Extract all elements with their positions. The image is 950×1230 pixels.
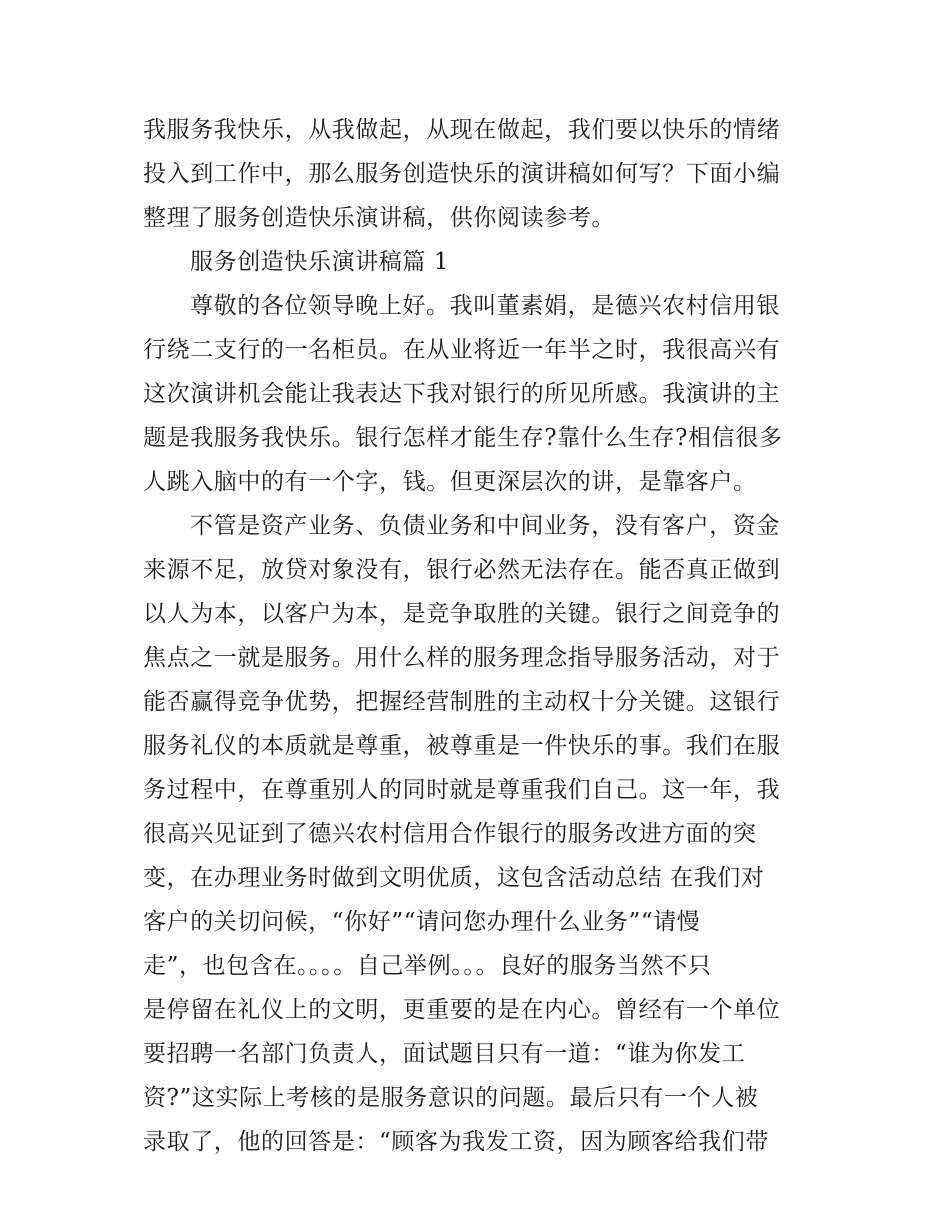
text-line: 是停留在礼仪上的文明，更重要的是在内心。曾经有一个单位: [143, 997, 781, 1023]
text-line: 走”，也包含在。。。。自己举例。。。良好的服务当然不只: [143, 953, 712, 979]
text-line: 资?”这实际上考核的是服务意识的问题。最后只有一个人被: [143, 1085, 759, 1111]
text-line: 来源不足，放贷对象没有，银行必然无法存在。能否真正做到: [143, 557, 781, 583]
text-line: 人跳入脑中的有一个字，钱。但更深层次的讲，是靠客户。: [143, 469, 757, 495]
text-line: 这次演讲机会能让我表达下我对银行的所见所感。我演讲的主: [143, 381, 781, 407]
text-line: 务过程中，在尊重别人的同时就是尊重我们自己。这一年，我: [143, 777, 781, 803]
text-line: 客户的关切问候，“你好”“请问您办理什么业务”“请慢: [143, 909, 701, 935]
text-line: 要招聘一名部门负责人，面试题目只有一道：“谁为你发工: [143, 1041, 746, 1067]
text-line: 服务礼仪的本质就是尊重，被尊重是一件快乐的事。我们在服: [143, 733, 781, 759]
text-line: 以人为本，以客户为本，是竞争取胜的关键。银行之间竞争的: [143, 601, 781, 627]
text-line: 尊敬的各位领导晚上好。我叫董素娟，是德兴农村信用银: [190, 293, 780, 319]
text-line: 题是我服务我快乐。银行怎样才能生存?靠什么生存?相信很多: [143, 425, 783, 451]
text-line: 录取了，他的回答是：“顾客为我发工资，因为顾客给我们带: [143, 1129, 769, 1155]
text-line: 焦点之一就是服务。用什么样的服务理念指导服务活动，对于: [143, 645, 781, 671]
text-line: 变，在办理业务时做到文明优质，这包含活动总结 在我们对: [143, 865, 765, 891]
text-line: 不管是资产业务、负债业务和中间业务，没有客户，资金: [190, 513, 780, 539]
text-line: 投入到工作中，那么服务创造快乐的演讲稿如何写？下面小编: [143, 161, 781, 187]
section-heading: 服务创造快乐演讲稿篇 1: [190, 249, 450, 275]
text-line: 很高兴见证到了德兴农村信用合作银行的服务改进方面的突: [143, 821, 757, 847]
text-line: 整理了服务创造快乐演讲稿，供你阅读参考。: [143, 205, 615, 231]
text-line: 我服务我快乐，从我做起，从现在做起，我们要以快乐的情绪: [143, 117, 781, 143]
text-line: 能否赢得竞争优势，把握经营制胜的主动权十分关键。这银行: [143, 689, 781, 715]
document-body: [143, 108, 813, 1164]
text-line: 行绕二支行的一名柜员。在从业将近一年半之时，我很高兴有: [143, 337, 781, 363]
